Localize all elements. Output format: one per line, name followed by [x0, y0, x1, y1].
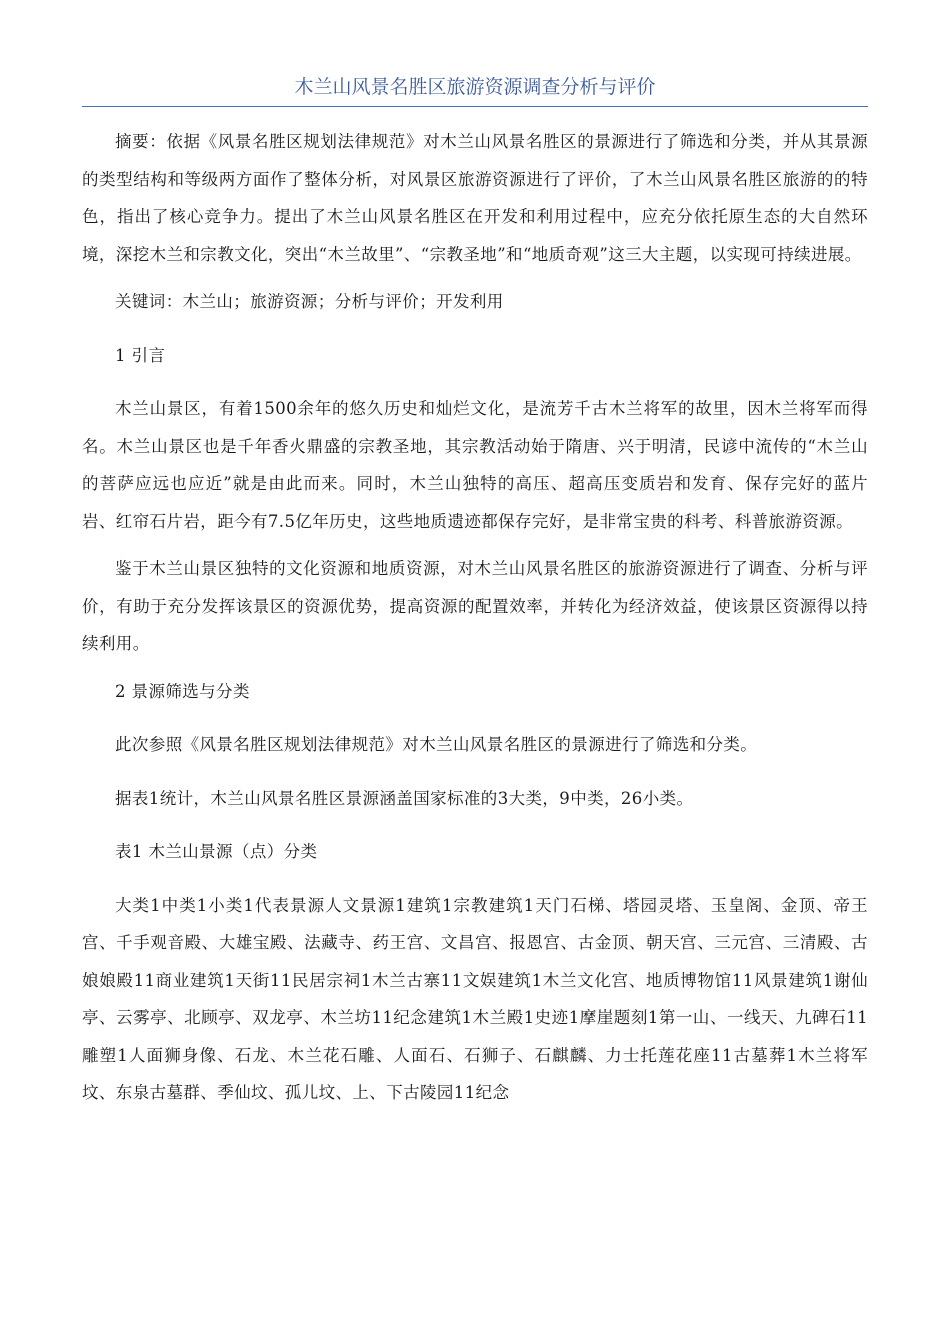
keywords-paragraph: 关键词：木兰山；旅游资源；分析与评价；开发利用: [115, 292, 504, 311]
section-heading-classification: 2 景源筛选与分类: [115, 681, 250, 701]
section-heading-introduction: 1 引言: [115, 345, 166, 365]
table-caption: 表1 木兰山景源（点）分类: [115, 842, 318, 861]
introduction-paragraph-1: 木兰山景区，有着1500余年的悠久历史和灿烂文化，是流芳千古木兰将军的故里，因木兰将军而得名。木兰山景区也是千年香火鼎盛的宗教圣地，其宗教活动始于隋唐、兴于明清，民谚中流传的“木兰山的菩萨应远也应近”就是由此而来。同时，木兰山独特的高压、超高压变质岩和发育、保存完好的蓝片岩、红帘石片岩，距今有7.5亿年历史，这些地质遗迹都保存完好，是非常宝贵的科考、科普旅游资源。: [82, 399, 868, 531]
classification-paragraph-1: 此次参照《风景名胜区规划法律规范》对木兰山风景名胜区的景源进行了筛选和分类。: [115, 735, 758, 754]
classification-paragraph-2: 据表1统计，木兰山风景名胜区景源涵盖国家标准的3大类，9中类，26小类。: [115, 788, 694, 808]
document-page: [82, 70, 868, 1122]
document-body: [82, 123, 868, 1112]
abstract-paragraph: 摘要：依据《风景名胜区规划法律规范》对木兰山风景名胜区的景源进行了筛选和分类，并从其景源的类型结构和等级两方面作了整体分析，对风景区旅游资源进行了评价，了木兰山风景名胜区旅游的的特色，指出了核心竞争力。提出了木兰山风景名胜区在开发和利用过程中，应充分依托原生态的大自然环境，深挖木兰和宗教文化，突出“木兰故里”、“宗教圣地”和“地质奇观”这三大主题，以实现可持续进展。: [82, 132, 868, 264]
introduction-paragraph-2: 鉴于木兰山景区独特的文化资源和地质资源，对木兰山风景名胜区的旅游资源进行了调查、分析与评价，有助于充分发挥该景区的资源优势，提高资源的配置效率，并转化为经济效益，使该景区资源得以持续利用。: [82, 559, 868, 653]
page-title: 木兰山风景名胜区旅游资源调查分析与评价: [82, 70, 868, 107]
table-content-text: 大类1中类1小类1代表景源人文景源1建筑1宗教建筑1天门石梯、塔园灵塔、玉皇阁、金顶、帝王宫、千手观音殿、大雄宝殿、法藏寺、药王宫、文昌宫、报恩宫、古金顶、朝天宫、三元宫、三清殿、古娘娘殿11商业建筑1天街11民居宗祠1木兰古寨11文娱建筑1木兰文化宫、地质博物馆11风景建筑1谢仙亭、云雾亭、北顾亭、双龙亭、木兰坊11纪念建筑1木兰殿1史迹1摩崖题刻1第一山、一线天、九碑石11雕塑1人面狮身像、石龙、木兰花石雕、人面石、石狮子、石麒麟、力士托莲花座11古墓葬1木兰将军坟、东泉古墓群、季仙坟、孤儿坟、上、下古陵园11纪念: [82, 895, 868, 1102]
